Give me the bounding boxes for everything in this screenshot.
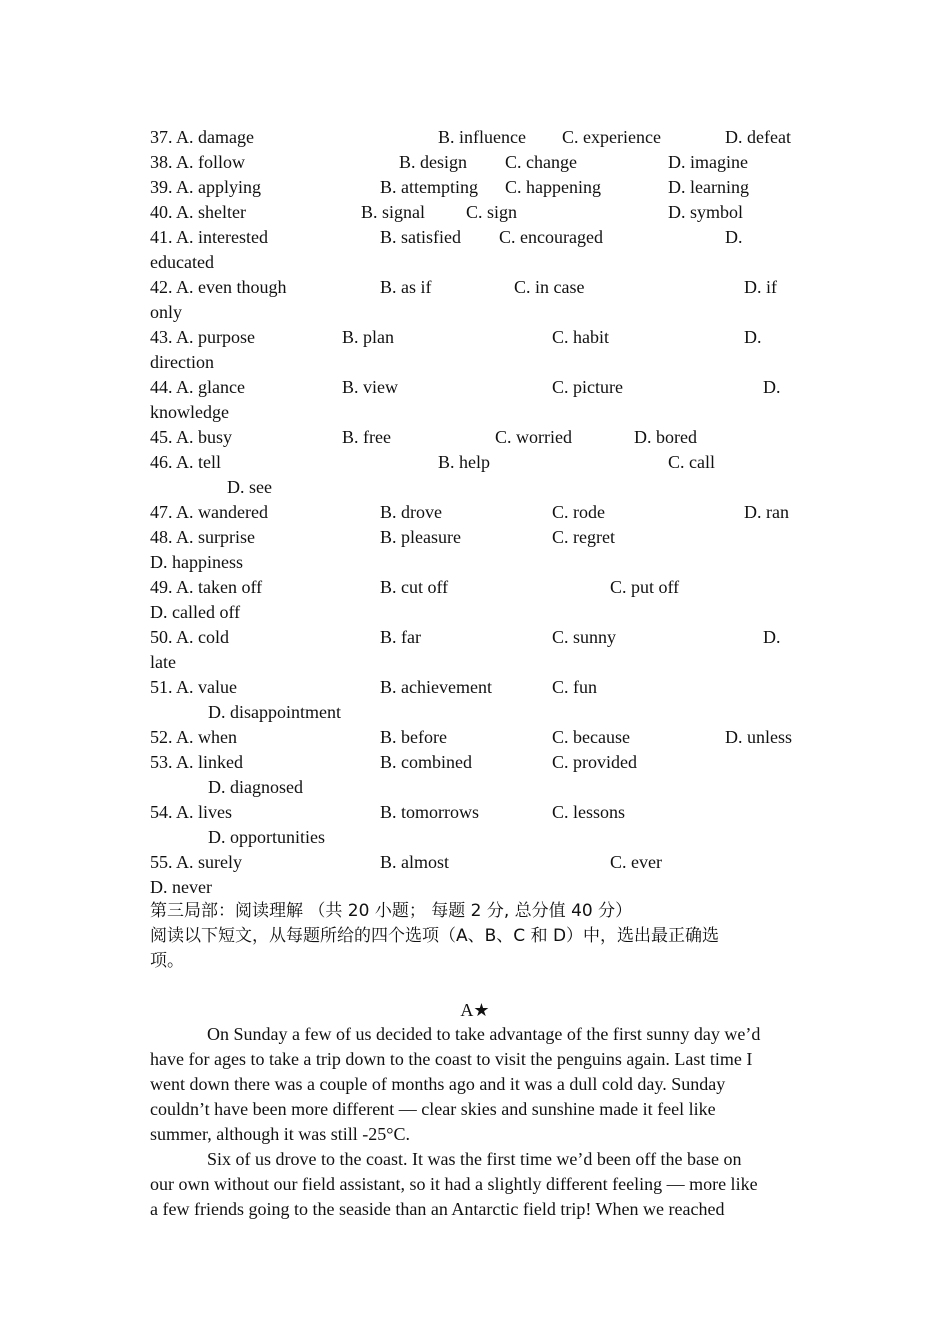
option-c: C. sunny — [552, 627, 617, 647]
passage-title: A★ — [460, 1000, 490, 1020]
option-d: D. see — [227, 477, 272, 497]
option-d: D. diagnosed — [208, 777, 303, 797]
passage-line: a few friends going to the seaside than an Antarctic field trip! When we reached — [150, 1199, 725, 1219]
option-b: B. signal — [361, 202, 426, 222]
option-d: D. — [725, 227, 743, 247]
option-a: 40. A. shelter — [150, 202, 246, 222]
option-c: C. worried — [495, 427, 572, 447]
option-d: D. unless — [725, 727, 792, 747]
option-a: 44. A. glance — [150, 377, 245, 397]
option-c: C. provided — [552, 752, 637, 772]
passage-line: have for ages to take a trip down to the coast to visit the penguins again. Last time I — [150, 1049, 753, 1069]
passage-line: our own without our field assistant, so it had a slightly different feeling — more like — [150, 1174, 758, 1194]
option-d: D. — [763, 627, 781, 647]
passage-line: went down there was a couple of months ago and it was a dull cold day. Sunday — [150, 1074, 726, 1094]
option-c: C. because — [552, 727, 630, 747]
option-c: C. habit — [552, 327, 609, 347]
option-a: 53. A. linked — [150, 752, 243, 772]
option-b: B. view — [342, 377, 398, 397]
passage-line: On Sunday a few of us decided to take advantage of the first sunny day we’d — [207, 1024, 761, 1044]
option-a: 45. A. busy — [150, 427, 233, 447]
option-a: 38. A. follow — [150, 152, 246, 172]
passage-line: couldn’t have been more different — clear skies and sunshine made it feel like — [150, 1099, 716, 1119]
option-a: 41. A. interested — [150, 227, 268, 247]
option-a: 54. A. lives — [150, 802, 233, 822]
option-a: 51. A. value — [150, 677, 237, 697]
option-b: B. pleasure — [380, 527, 461, 547]
option-d: D. called off — [150, 602, 241, 622]
option-b: B. plan — [342, 327, 394, 347]
option-a: 37. A. damage — [150, 127, 254, 147]
option-b: B. design — [399, 152, 468, 172]
option-a: 52. A. when — [150, 727, 237, 747]
option-d: D. symbol — [668, 202, 744, 222]
option-d: D. — [763, 377, 781, 397]
option-a: 39. A. applying — [150, 177, 261, 197]
option-b: B. satisfied — [380, 227, 461, 247]
option-a: 50. A. cold — [150, 627, 229, 647]
option-d-continued: educated — [150, 252, 214, 272]
option-b: B. help — [438, 452, 490, 472]
option-b: B. influence — [438, 127, 526, 147]
option-b: B. attempting — [380, 177, 478, 197]
option-a: 43. A. purpose — [150, 327, 255, 347]
option-d-continued: late — [150, 652, 176, 672]
option-d-continued: only — [150, 302, 183, 322]
option-b: B. before — [380, 727, 447, 747]
option-c: C. put off — [610, 577, 680, 597]
option-a: 55. A. surely — [150, 852, 242, 872]
option-a: 42. A. even though — [150, 277, 287, 297]
option-b: B. combined — [380, 752, 472, 772]
option-b: B. cut off — [380, 577, 449, 597]
option-c: C. happening — [505, 177, 601, 197]
option-d: D. imagine — [668, 152, 748, 172]
option-a: 48. A. surprise — [150, 527, 255, 547]
section-instruction-continued: 项。 — [150, 951, 184, 971]
option-b: B. almost — [380, 852, 450, 872]
option-a: 49. A. taken off — [150, 577, 263, 597]
option-d: D. — [744, 327, 762, 347]
option-d: D. ran — [744, 502, 789, 522]
option-d: D. bored — [634, 427, 697, 447]
option-d-continued: knowledge — [150, 402, 229, 422]
option-d-continued: direction — [150, 352, 214, 372]
option-c: C. rode — [552, 502, 605, 522]
section-heading: 第三局部：阅读理解 （共 20 小题； 每题 2 分, 总分值 40 分） — [150, 901, 633, 921]
option-d: D. happiness — [150, 552, 243, 572]
option-a: 46. A. tell — [150, 452, 221, 472]
option-c: C. change — [505, 152, 577, 172]
option-b: B. far — [380, 627, 421, 647]
option-c: C. picture — [552, 377, 623, 397]
passage-line: summer, although it was still -25°C. — [150, 1124, 410, 1144]
option-d: D. never — [150, 877, 212, 897]
option-d: D. disappointment — [208, 702, 341, 722]
option-c: C. encouraged — [499, 227, 603, 247]
option-d: D. if — [744, 277, 777, 297]
section-instruction: 阅读以下短文，从每题所给的四个选项（A、B、C 和 D）中，选出最正确选 — [150, 926, 720, 946]
option-c: C. ever — [610, 852, 662, 872]
passage-line: Six of us drove to the coast. It was the first time we’d been off the base on — [207, 1149, 742, 1169]
option-d: D. learning — [668, 177, 749, 197]
option-b: B. achievement — [380, 677, 492, 697]
option-b: B. drove — [380, 502, 442, 522]
option-c: C. sign — [466, 202, 518, 222]
option-c: C. fun — [552, 677, 597, 697]
option-c: C. lessons — [552, 802, 626, 822]
option-b: B. free — [342, 427, 391, 447]
option-c: C. regret — [552, 527, 615, 547]
option-c: C. in case — [514, 277, 585, 297]
option-c: C. call — [668, 452, 715, 472]
option-d: D. opportunities — [208, 827, 325, 847]
option-d: D. defeat — [725, 127, 791, 147]
option-a: 47. A. wandered — [150, 502, 268, 522]
option-b: B. tomorrows — [380, 802, 479, 822]
option-b: B. as if — [380, 277, 432, 297]
option-c: C. experience — [562, 127, 661, 147]
